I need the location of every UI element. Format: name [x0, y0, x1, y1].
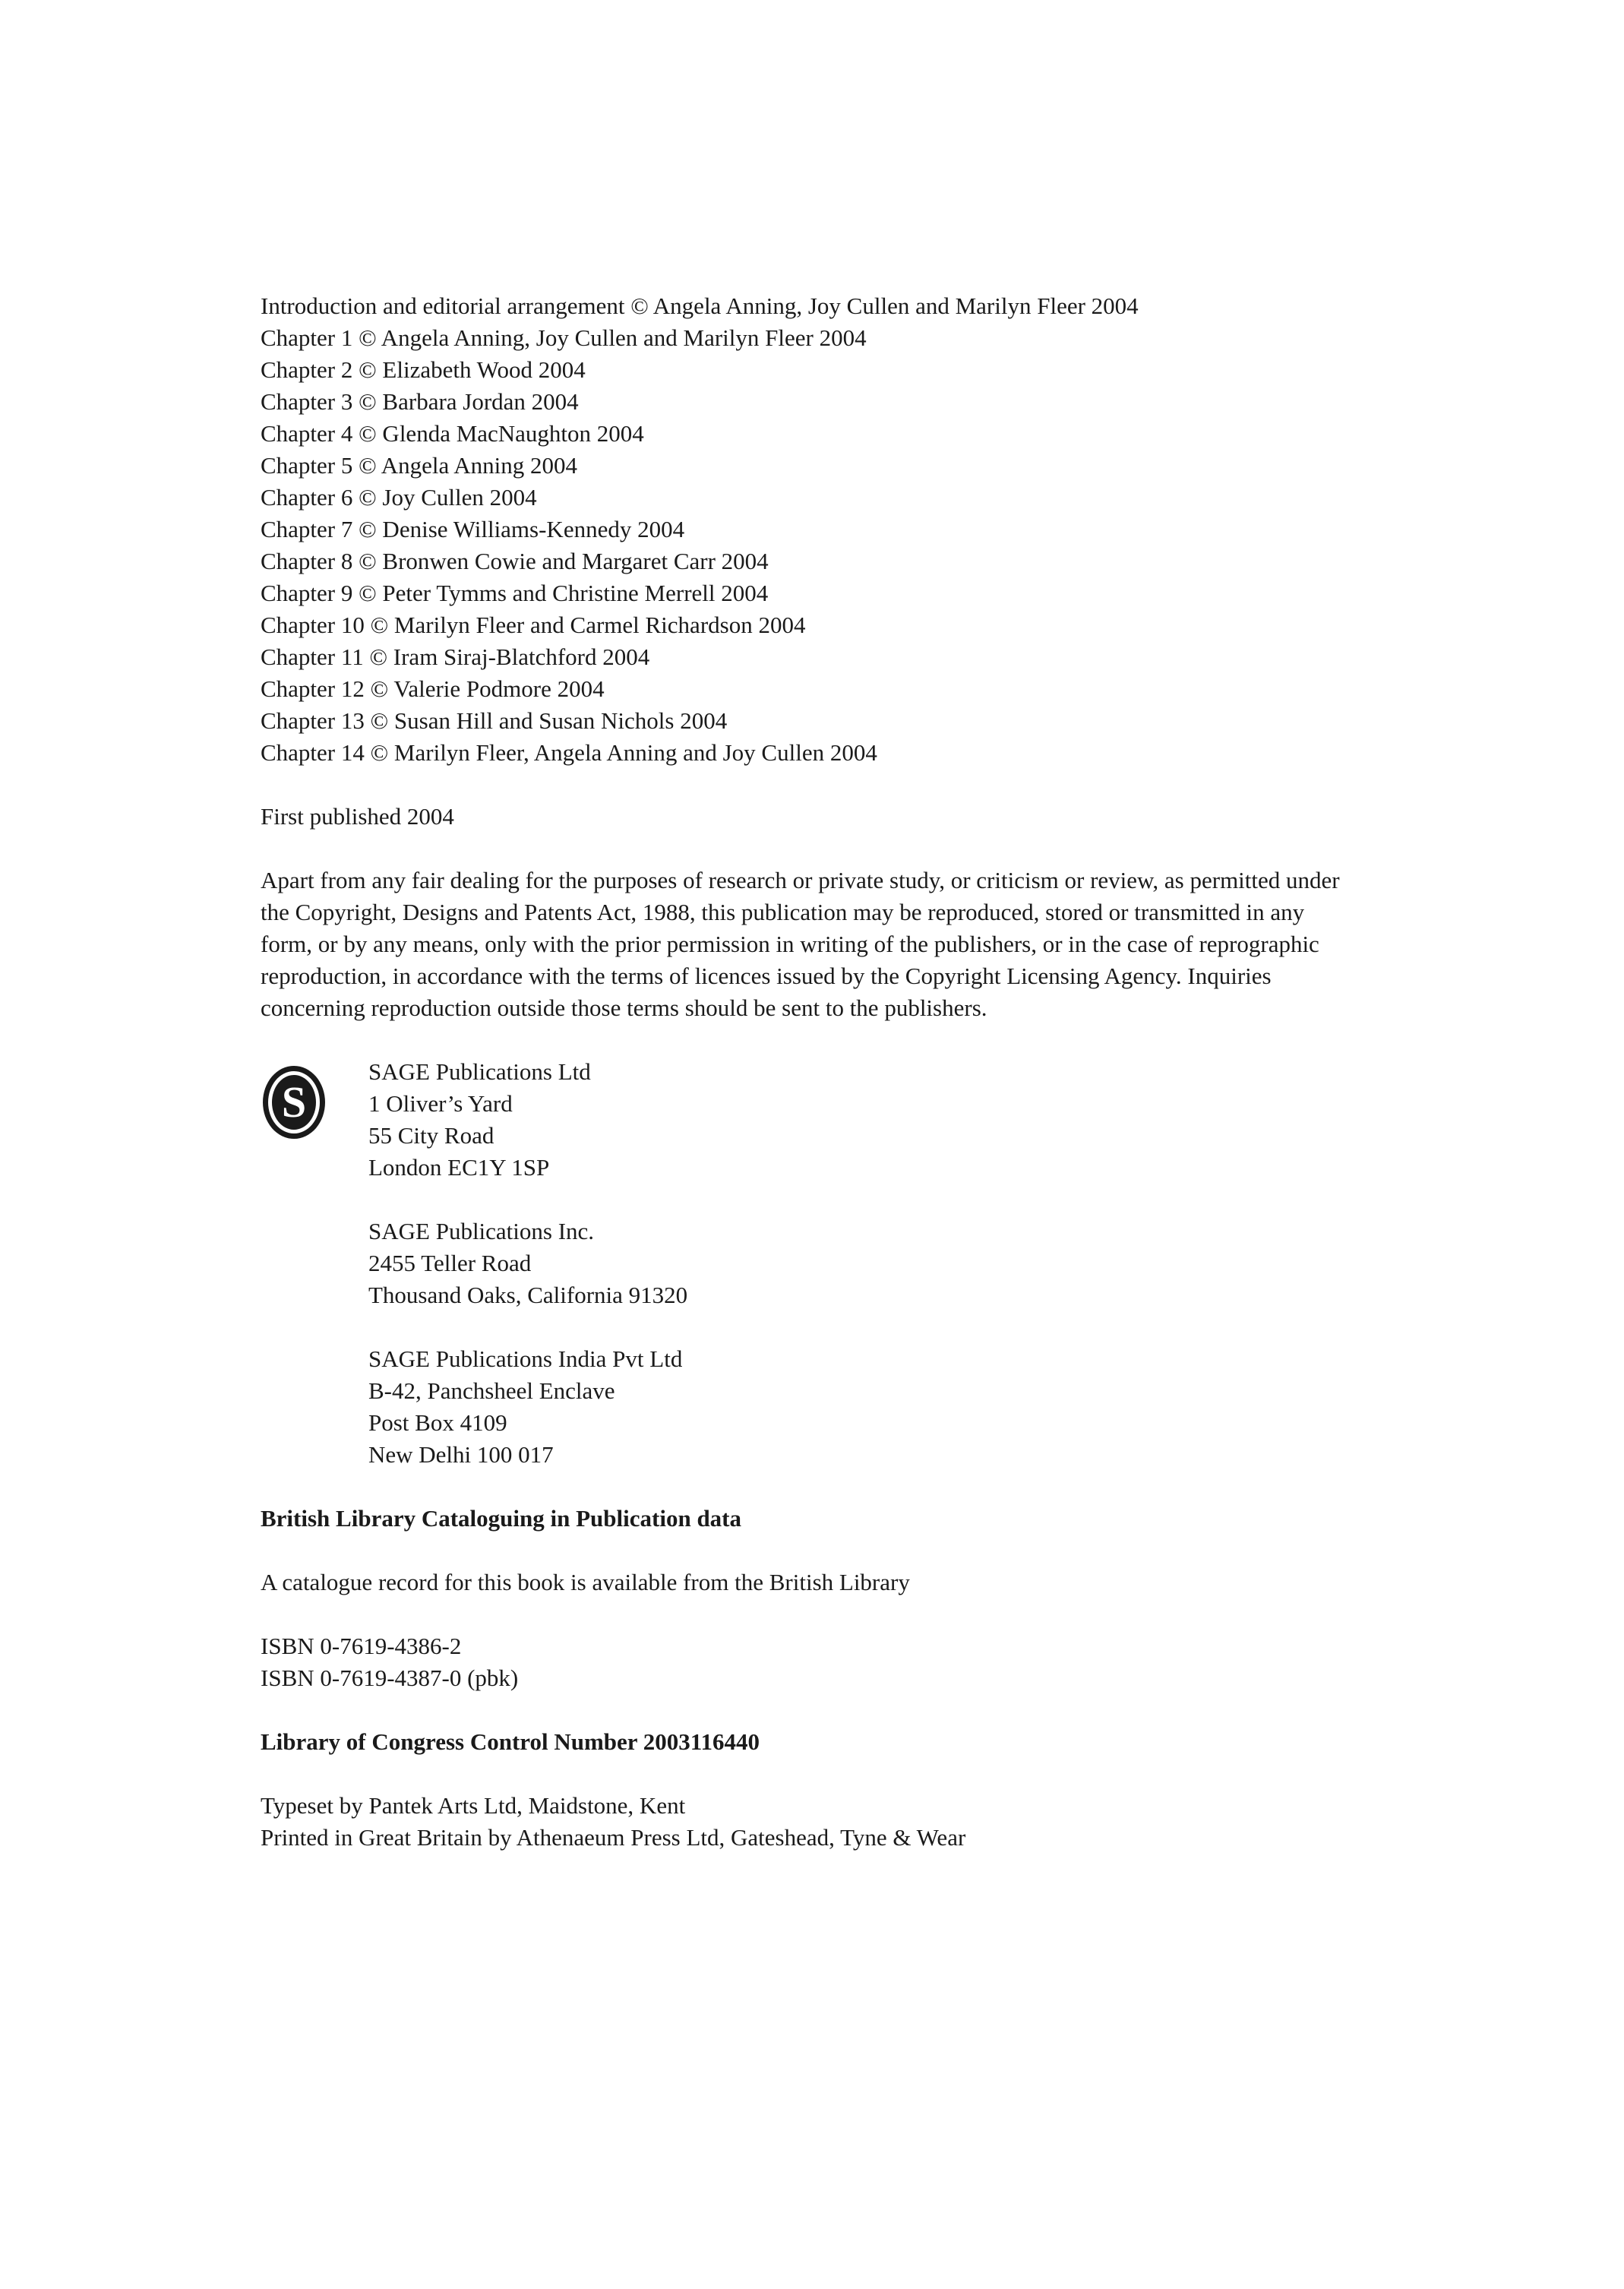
spacer [261, 1471, 1354, 1503]
address-line: 2455 Teller Road [368, 1250, 532, 1276]
copyright-line: Chapter 9 © Peter Tymms and Christine Merrell 2004 [261, 580, 769, 606]
address-line: Post Box 4109 [368, 1409, 507, 1436]
address-line: 1 Oliver’s Yard [368, 1090, 513, 1117]
spacer [261, 833, 1354, 865]
isbn-line: ISBN 0-7619-4386-2 [261, 1633, 462, 1659]
publisher-addresses [261, 1056, 1354, 1471]
publisher-address-uk [368, 1056, 1354, 1184]
copyright-line: Chapter 12 © Valerie Podmore 2004 [261, 675, 605, 702]
address-line: SAGE Publications Ltd [368, 1058, 591, 1085]
spacer [368, 1311, 1354, 1343]
address-line: London EC1Y 1SP [368, 1154, 550, 1181]
cip-text: A catalogue record for this book is available from the British Library [261, 1569, 910, 1595]
spacer [261, 1758, 1354, 1790]
copyright-line: Chapter 11 © Iram Siraj-Blatchford 2004 [261, 643, 650, 670]
address-line: B-42, Panchsheel Enclave [368, 1377, 615, 1404]
cip-heading: British Library Cataloguing in Publication data [261, 1505, 742, 1532]
copyright-page [261, 290, 1354, 1854]
copyright-line: Chapter 4 © Glenda MacNaughton 2004 [261, 420, 644, 447]
address-line: New Delhi 100 017 [368, 1441, 554, 1468]
copyright-line: Chapter 8 © Bronwen Cowie and Margaret Carr 2004 [261, 548, 769, 574]
spacer [261, 1694, 1354, 1726]
printed-line: Printed in Great Britain by Athenaeum Press Ltd, Gateshead, Tyne & Wear [261, 1824, 966, 1851]
isbn-line: ISBN 0-7619-4387-0 (pbk) [261, 1665, 519, 1691]
copyright-line: Chapter 5 © Angela Anning 2004 [261, 452, 578, 479]
spacer [261, 769, 1354, 801]
address-line: SAGE Publications India Pvt Ltd [368, 1345, 683, 1372]
copyright-line: Chapter 2 © Elizabeth Wood 2004 [261, 356, 586, 383]
copyright-line: Chapter 7 © Denise Williams-Kennedy 2004 [261, 516, 685, 542]
sage-s-logo-icon [261, 1064, 327, 1141]
address-line: 55 City Road [368, 1122, 494, 1149]
spacer [261, 1024, 1354, 1056]
spacer [368, 1184, 1354, 1216]
typeset-line: Typeset by Pantek Arts Ltd, Maidstone, Kent [261, 1792, 686, 1819]
rights-statement: Apart from any fair dealing for the purposes of research or private study, or criticism or review, as permitted under the Copyright, Designs and Patents Act, 1988, this publication may be reproduced, stored or transmitted in any form, or by any means, only with the prior permission in writing of the publishers, or in the case of reprographic reproduction, in accordance with the terms of licences issued by the Copyright Licensing Agency. Inquiries concerning reproduction outside those terms should be sent to the publishers. [261, 867, 1340, 1021]
spacer [261, 1535, 1354, 1567]
publisher-address-india [368, 1343, 1354, 1471]
loc-heading: Library of Congress Control Number 2003116440 [261, 1728, 760, 1755]
copyright-line: Chapter 6 © Joy Cullen 2004 [261, 484, 537, 511]
copyright-line: Chapter 13 © Susan Hill and Susan Nichols 2004 [261, 707, 728, 734]
address-line: Thousand Oaks, California 91320 [368, 1282, 688, 1308]
copyright-line: Introduction and editorial arrangement © Angela Anning, Joy Cullen and Marilyn Fleer 2004 [261, 292, 1139, 319]
publisher-address-us [368, 1216, 1354, 1311]
copyright-line: Chapter 1 © Angela Anning, Joy Cullen and Marilyn Fleer 2004 [261, 324, 867, 351]
first-published: First published 2004 [261, 803, 454, 830]
logo-letter: S [281, 1077, 307, 1127]
address-line: SAGE Publications Inc. [368, 1218, 595, 1244]
spacer [261, 1598, 1354, 1630]
copyright-list [261, 290, 1354, 769]
copyright-line: Chapter 3 © Barbara Jordan 2004 [261, 388, 579, 415]
copyright-line: Chapter 10 © Marilyn Fleer and Carmel Richardson 2004 [261, 612, 806, 638]
copyright-line: Chapter 14 © Marilyn Fleer, Angela Anning and Joy Cullen 2004 [261, 739, 877, 766]
